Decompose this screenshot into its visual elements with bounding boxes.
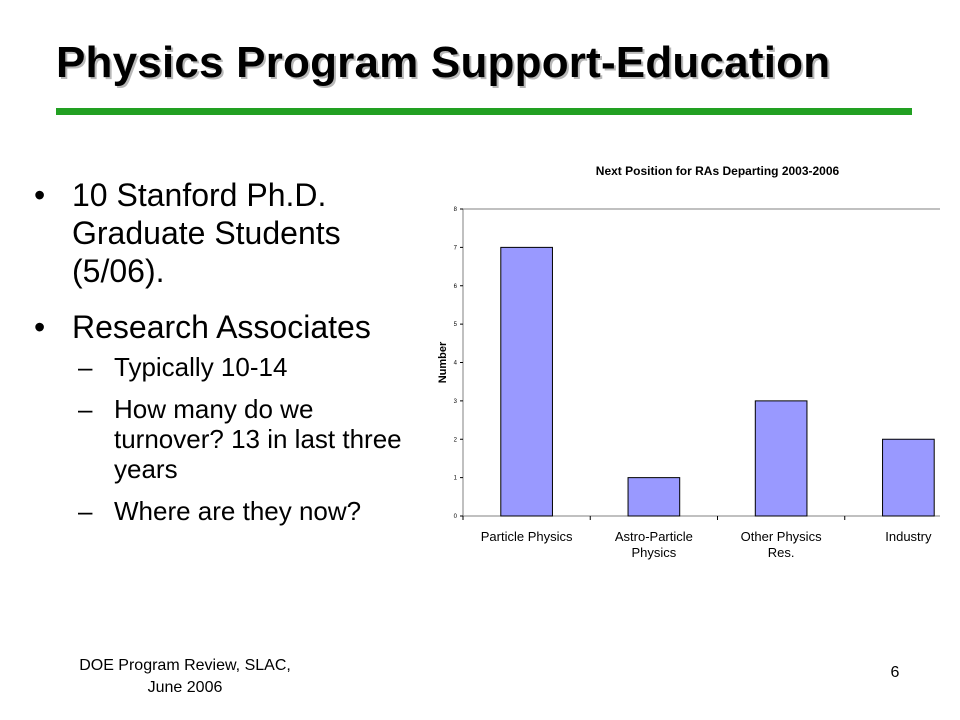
sub-bullet-dash: – (78, 352, 93, 382)
y-tick-label: 5 (453, 322, 457, 329)
y-tick-label: 7 (453, 245, 457, 252)
bullet-list (30, 176, 430, 538)
x-tick-label: Physics (631, 545, 677, 560)
sub-bullet-text: Typically 10-14 (114, 352, 288, 382)
chart-title: Next Position for RAs Departing 2003-2006 (595, 164, 840, 178)
x-tick-label: Res. (767, 545, 795, 560)
y-tick-label: 4 (453, 360, 457, 367)
x-tick-label: Industry (885, 529, 932, 544)
sub-bullet-text: Where are they now? (114, 496, 362, 526)
sub-bullet-turnover (30, 394, 414, 484)
y-axis-label: Number (437, 341, 449, 384)
footer-line-1: DOE Program Review, SLAC, (79, 657, 291, 674)
footer-line-2: June 2006 (147, 679, 223, 696)
y-tick-label: 0 (453, 514, 457, 520)
x-tick-label: Other Physics (740, 529, 822, 544)
departures-bar-chart (420, 150, 940, 580)
y-tick-label: 8 (453, 207, 457, 213)
footer-presentation-info (40, 655, 330, 699)
y-tick-label: 2 (453, 437, 457, 444)
y-tick-label: 1 (453, 475, 457, 482)
sub-bullet-dash: – (78, 394, 93, 424)
y-tick-label: 3 (453, 398, 457, 405)
x-tick-label: Particle Physics (480, 529, 573, 544)
bar (501, 247, 553, 516)
y-tick-label: 6 (453, 283, 457, 290)
slide-title: Physics Program Support-Education (56, 38, 831, 87)
bar (883, 439, 935, 516)
page-number: 6 (890, 664, 900, 681)
sub-bullet-typical (30, 352, 430, 382)
sub-bullet-where (30, 496, 430, 526)
bar (628, 478, 680, 516)
x-tick-label: Astro-Particle (614, 529, 693, 544)
sub-bullet-text: How many do we turnover? 13 in last three years (114, 394, 402, 484)
title-underline (56, 108, 912, 115)
sub-bullet-dash: – (78, 496, 93, 526)
bullet-research-associates: • Research Associates (30, 308, 430, 346)
bullet-graduate-students: • 10 Stanford Ph.D. Graduate Students (5/06). (30, 176, 402, 290)
bar (755, 401, 807, 516)
